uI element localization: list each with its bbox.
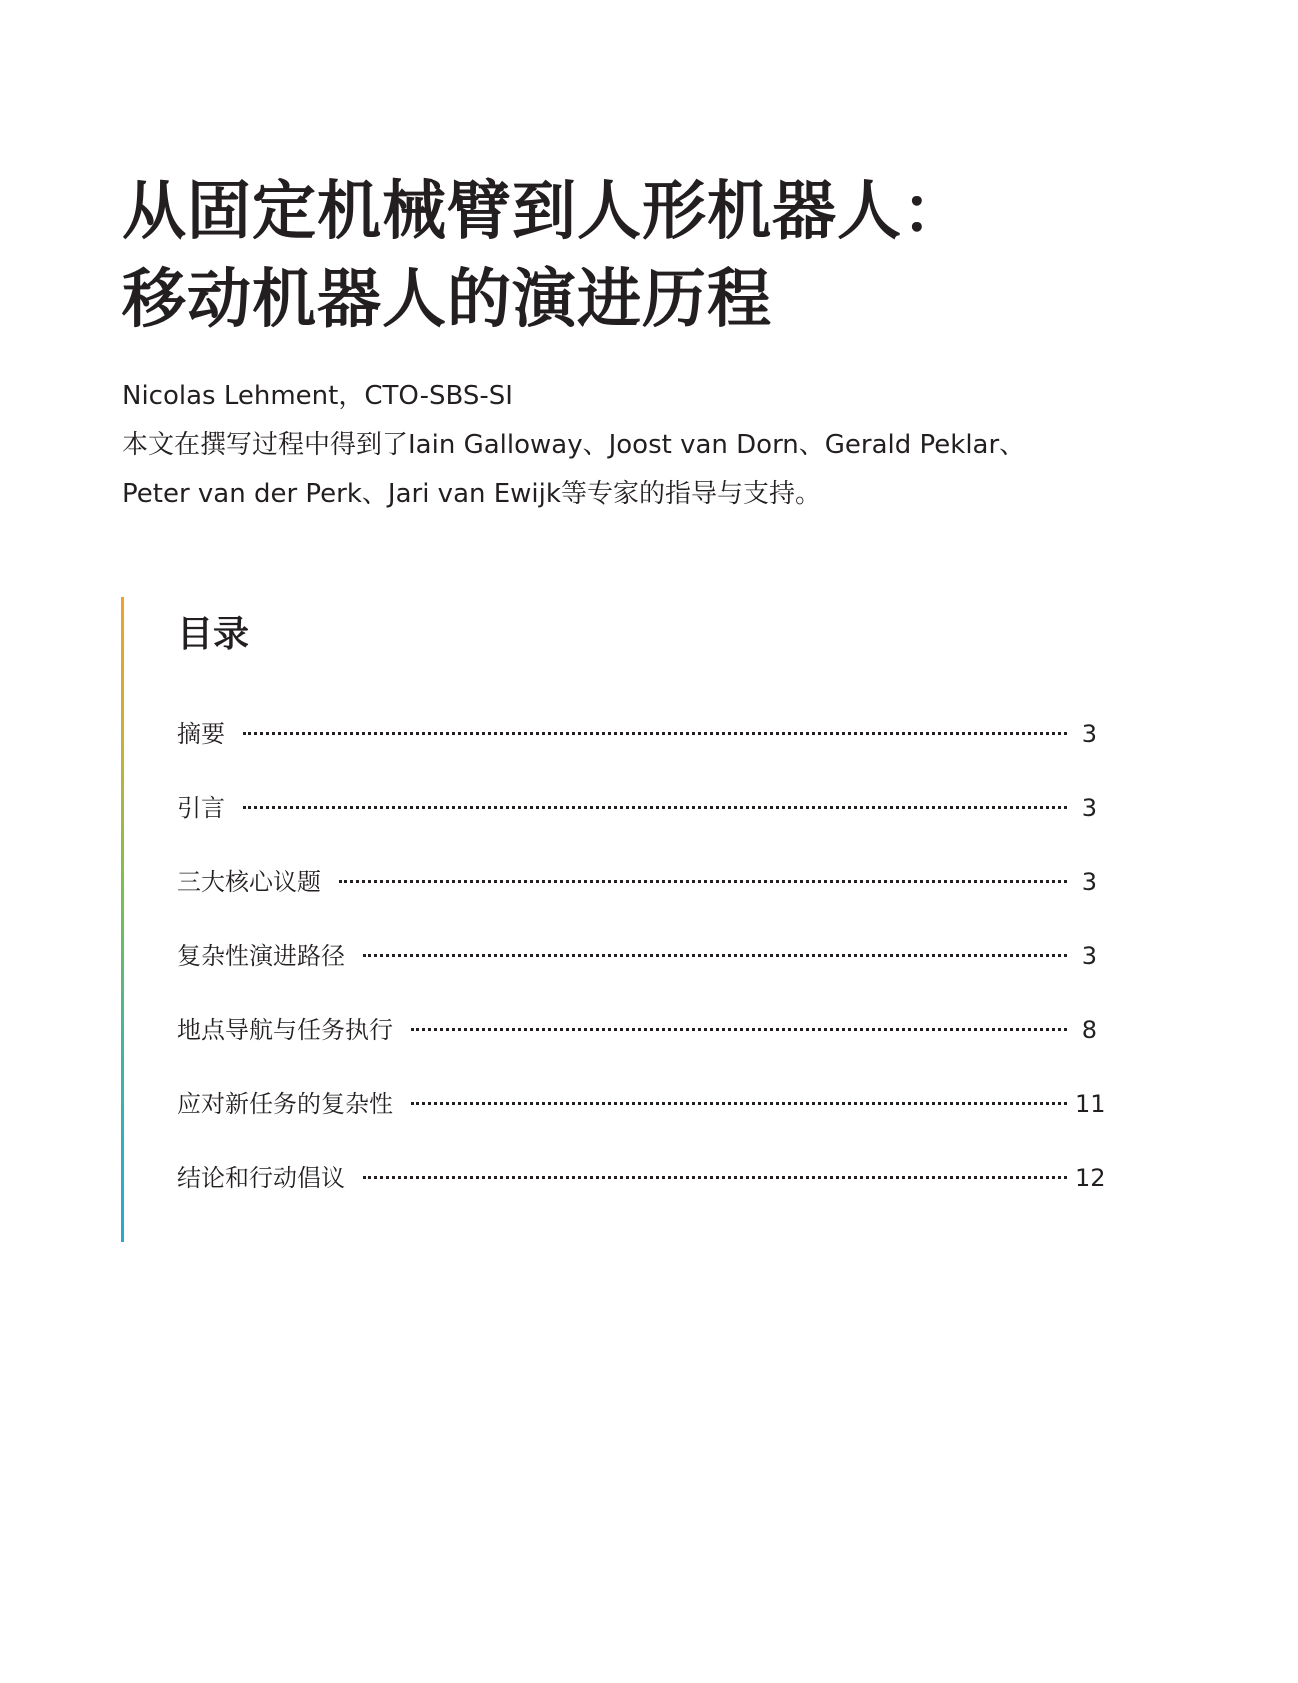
toc-item-label: 结论和行动倡议 [177,1164,345,1192]
toc-dot-leader [411,1028,1067,1031]
toc-page-number: 3 [1081,720,1097,748]
toc-item-introduction[interactable] [177,771,1097,845]
toc-page-number: 3 [1081,794,1097,822]
toc-item-label: 三大核心议题 [177,868,321,896]
toc-item-label: 复杂性演进路径 [177,942,345,970]
toc-dot-leader [243,732,1067,735]
toc-list [177,697,1106,1215]
toc-item-label: 引言 [177,794,225,822]
toc-item-core-topics[interactable] [177,845,1097,919]
toc-page-number: 3 [1081,868,1097,896]
toc-item-conclusion[interactable] [177,1141,1106,1215]
toc-item-complexity-path[interactable] [177,919,1097,993]
acknowledgement-line-2: Peter van der Perk、Jari van Ewijk等专家的指导与支持。 [122,479,821,509]
acknowledgement-line-1: 本文在撰写过程中得到了Iain Galloway、Joost van Dorn、Gerald Peklar、 [122,430,1026,460]
toc-heading: 目录 [177,614,250,655]
toc-item-new-tasks[interactable] [177,1067,1106,1141]
toc-item-navigation[interactable] [177,993,1097,1067]
toc-page-number: 11 [1075,1090,1106,1118]
toc-item-label: 摘要 [177,720,225,748]
toc-item-label: 应对新任务的复杂性 [177,1090,393,1118]
toc-dot-leader [411,1102,1067,1105]
toc-dot-leader [243,806,1067,809]
toc-page-number: 3 [1081,942,1097,970]
title-line-1: 从固定机械臂到人形机器人： [122,175,967,249]
toc-page-number: 8 [1081,1016,1097,1044]
toc-accent-bar [121,597,124,1242]
table-of-contents [121,597,1106,1242]
title-line-2: 移动机器人的演进历程 [122,263,772,337]
toc-dot-leader [363,954,1067,957]
toc-item-summary[interactable] [177,697,1097,771]
author-line: Nicolas Lehment，CTO-SBS-SI [122,381,513,411]
toc-dot-leader [339,880,1067,883]
document-title [122,168,1122,344]
author-credits [122,372,1122,519]
toc-item-label: 地点导航与任务执行 [177,1016,393,1044]
toc-dot-leader [363,1176,1067,1179]
toc-page-number: 12 [1075,1164,1106,1192]
